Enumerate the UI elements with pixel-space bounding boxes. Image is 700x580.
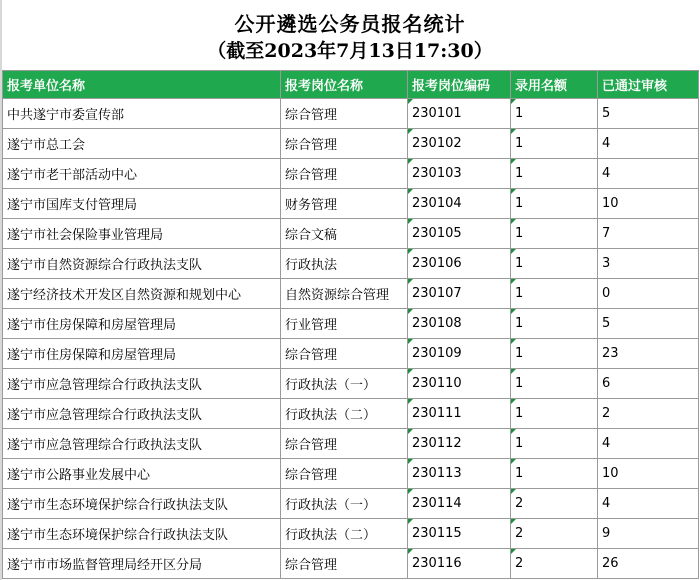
column-header-approved[interactable]: 已通过审核 <box>598 71 699 99</box>
cell-quota[interactable]: 2 <box>511 519 598 549</box>
cell-quota[interactable]: 1 <box>511 429 598 459</box>
cell-approved[interactable]: 4 <box>598 159 699 189</box>
cell-unit[interactable]: 遂宁市社会保险事业管理局 <box>3 219 281 249</box>
table-row <box>3 549 699 579</box>
cell-code[interactable]: 230115 <box>408 519 511 549</box>
table-row <box>3 159 699 189</box>
cell-unit[interactable]: 遂宁市应急管理综合行政执法支队 <box>3 429 281 459</box>
cell-quota[interactable]: 1 <box>511 399 598 429</box>
cell-approved[interactable]: 26 <box>598 549 699 579</box>
cell-approved[interactable]: 4 <box>598 489 699 519</box>
cell-position[interactable]: 综合管理 <box>281 159 408 189</box>
cell-approved[interactable]: 0 <box>598 279 699 309</box>
cell-position[interactable]: 自然资源综合管理 <box>281 279 408 309</box>
cell-approved[interactable]: 4 <box>598 129 699 159</box>
cell-position[interactable]: 综合文稿 <box>281 219 408 249</box>
cell-approved[interactable]: 9 <box>598 519 699 549</box>
cell-position[interactable]: 综合管理 <box>281 129 408 159</box>
page-header <box>0 0 700 70</box>
cell-code[interactable]: 230111 <box>408 399 511 429</box>
table-row <box>3 129 699 159</box>
cell-code[interactable]: 230109 <box>408 339 511 369</box>
cell-unit[interactable]: 遂宁市生态环境保护综合行政执法支队 <box>3 519 281 549</box>
cell-position[interactable]: 行政执法（二） <box>281 399 408 429</box>
cell-quota[interactable]: 1 <box>511 99 598 129</box>
cell-quota[interactable]: 1 <box>511 129 598 159</box>
cell-code[interactable]: 230108 <box>408 309 511 339</box>
cell-unit[interactable]: 遂宁市自然资源综合行政执法支队 <box>3 249 281 279</box>
cell-approved[interactable]: 2 <box>598 399 699 429</box>
table-row <box>3 189 699 219</box>
column-header-unit[interactable]: 报考单位名称 <box>3 71 281 99</box>
cell-unit[interactable]: 中共遂宁市委宣传部 <box>3 99 281 129</box>
table-row <box>3 339 699 369</box>
cell-position[interactable]: 综合管理 <box>281 99 408 129</box>
cell-quota[interactable]: 1 <box>511 279 598 309</box>
cell-unit[interactable]: 遂宁市国库支付管理局 <box>3 189 281 219</box>
cell-quota[interactable]: 1 <box>511 309 598 339</box>
table-row <box>3 429 699 459</box>
table-row <box>3 369 699 399</box>
cell-unit[interactable]: 遂宁市公路事业发展中心 <box>3 459 281 489</box>
cell-position[interactable]: 行政执法 <box>281 249 408 279</box>
cell-quota[interactable]: 1 <box>511 159 598 189</box>
table-row <box>3 519 699 549</box>
table-row <box>3 279 699 309</box>
cell-code[interactable]: 230102 <box>408 129 511 159</box>
cell-position[interactable]: 行政执法（一） <box>281 489 408 519</box>
cell-code[interactable]: 230110 <box>408 369 511 399</box>
cell-position[interactable]: 财务管理 <box>281 189 408 219</box>
cell-quota[interactable]: 1 <box>511 369 598 399</box>
table-row <box>3 309 699 339</box>
cell-unit[interactable]: 遂宁市生态环境保护综合行政执法支队 <box>3 489 281 519</box>
cell-position[interactable]: 行政执法（二） <box>281 519 408 549</box>
cell-code[interactable]: 230104 <box>408 189 511 219</box>
cell-quota[interactable]: 1 <box>511 459 598 489</box>
cell-unit[interactable]: 遂宁市应急管理综合行政执法支队 <box>3 369 281 399</box>
cell-quota[interactable]: 1 <box>511 249 598 279</box>
cell-code[interactable]: 230105 <box>408 219 511 249</box>
cell-unit[interactable]: 遂宁市住房保障和房屋管理局 <box>3 309 281 339</box>
cell-approved[interactable]: 3 <box>598 249 699 279</box>
cell-approved[interactable]: 4 <box>598 429 699 459</box>
cell-quota[interactable]: 1 <box>511 219 598 249</box>
cell-unit[interactable]: 遂宁经济技术开发区自然资源和规划中心 <box>3 279 281 309</box>
registration-table <box>2 70 699 579</box>
cell-code[interactable]: 230113 <box>408 459 511 489</box>
cell-approved[interactable]: 7 <box>598 219 699 249</box>
cell-code[interactable]: 230106 <box>408 249 511 279</box>
cell-approved[interactable]: 6 <box>598 369 699 399</box>
cell-quota[interactable]: 2 <box>511 489 598 519</box>
cell-approved[interactable]: 10 <box>598 189 699 219</box>
cell-code[interactable]: 230107 <box>408 279 511 309</box>
cell-quota[interactable]: 2 <box>511 549 598 579</box>
cell-approved[interactable]: 10 <box>598 459 699 489</box>
column-header-quota[interactable]: 录用名额 <box>511 71 598 99</box>
table-row <box>3 249 699 279</box>
column-header-code[interactable]: 报考岗位编码 <box>408 71 511 99</box>
table-row <box>3 399 699 429</box>
cell-unit[interactable]: 遂宁市总工会 <box>3 129 281 159</box>
table-header-row <box>3 71 699 99</box>
cell-code[interactable]: 230116 <box>408 549 511 579</box>
cell-position[interactable]: 综合管理 <box>281 549 408 579</box>
cell-unit[interactable]: 遂宁市应急管理综合行政执法支队 <box>3 399 281 429</box>
cell-code[interactable]: 230103 <box>408 159 511 189</box>
cell-unit[interactable]: 遂宁市老干部活动中心 <box>3 159 281 189</box>
page-subtitle: （截至2023年7月13日17:30） <box>207 40 493 62</box>
cell-position[interactable]: 综合管理 <box>281 339 408 369</box>
cell-position[interactable]: 综合管理 <box>281 429 408 459</box>
table-row <box>3 489 699 519</box>
cell-code[interactable]: 230114 <box>408 489 511 519</box>
cell-quota[interactable]: 1 <box>511 189 598 219</box>
cell-unit[interactable]: 遂宁市住房保障和房屋管理局 <box>3 339 281 369</box>
cell-position[interactable]: 行业管理 <box>281 309 408 339</box>
cell-code[interactable]: 230101 <box>408 99 511 129</box>
page-title: 公开遴选公务员报名统计 <box>234 12 466 36</box>
cell-approved[interactable]: 5 <box>598 309 699 339</box>
cell-quota[interactable]: 1 <box>511 339 598 369</box>
table-row <box>3 99 699 129</box>
cell-approved[interactable]: 5 <box>598 99 699 129</box>
column-header-position[interactable]: 报考岗位名称 <box>281 71 408 99</box>
cell-position[interactable]: 行政执法（一） <box>281 369 408 399</box>
cell-code[interactable]: 230112 <box>408 429 511 459</box>
cell-unit[interactable]: 遂宁市市场监督管理局经开区分局 <box>3 549 281 579</box>
table-row <box>3 219 699 249</box>
table-row <box>3 459 699 489</box>
cell-position[interactable]: 综合管理 <box>281 459 408 489</box>
cell-approved[interactable]: 23 <box>598 339 699 369</box>
